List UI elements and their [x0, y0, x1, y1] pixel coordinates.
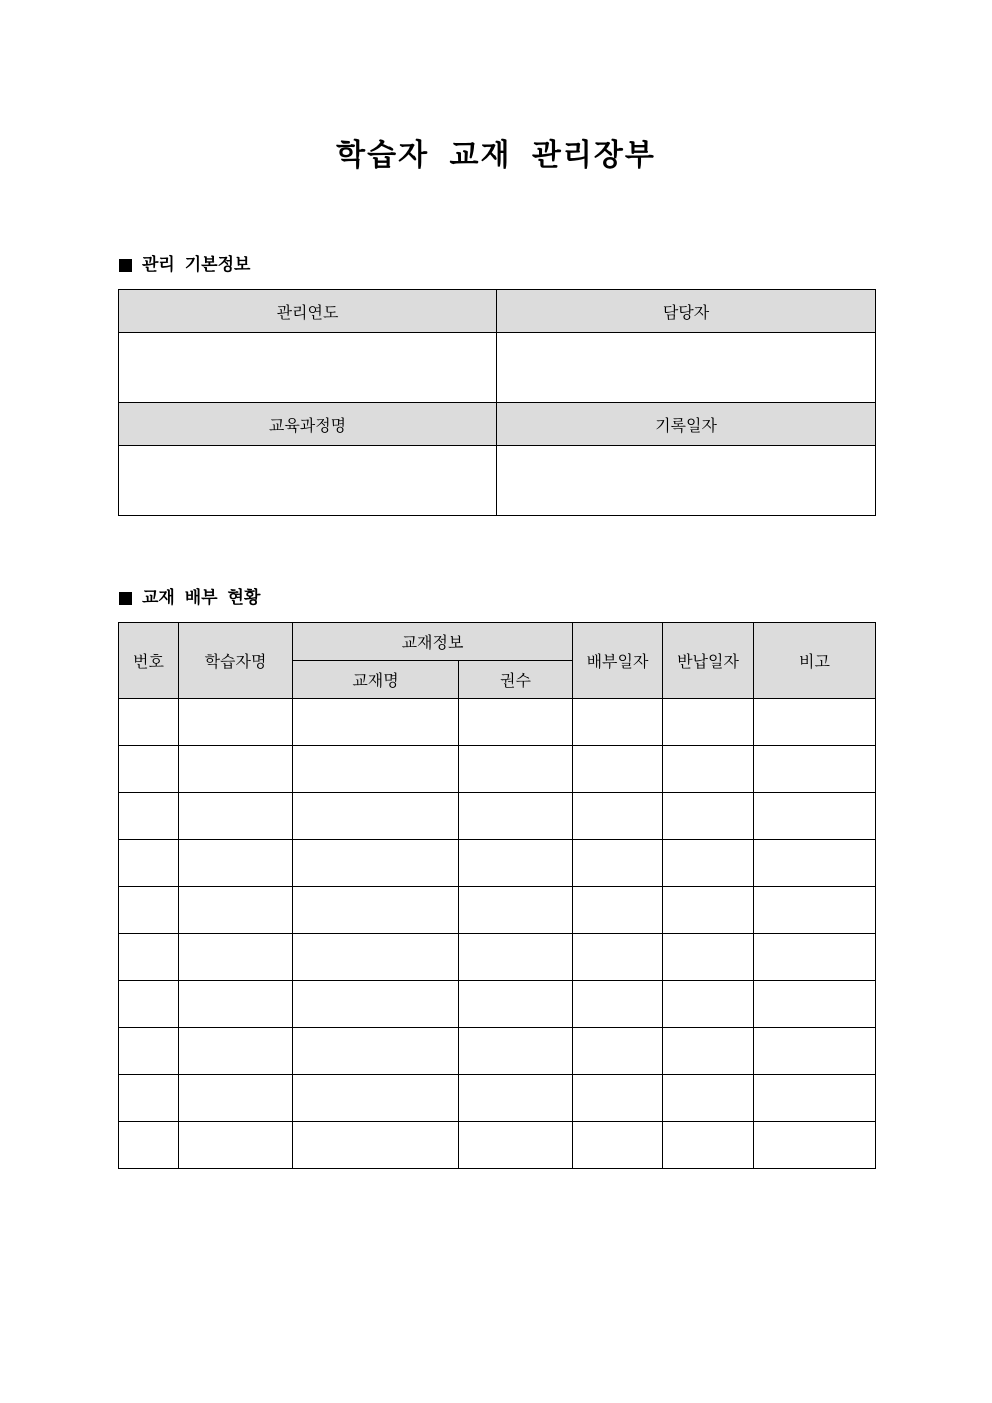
table-row: [119, 887, 876, 934]
learner-cell[interactable]: [179, 1075, 293, 1122]
table-row: [119, 793, 876, 840]
textbook-name-cell[interactable]: [293, 699, 459, 746]
no-cell[interactable]: [119, 934, 179, 981]
distribution-table: [118, 622, 876, 1169]
no-cell[interactable]: [119, 1122, 179, 1169]
learner-cell[interactable]: [179, 840, 293, 887]
dist-date-cell[interactable]: [573, 746, 663, 793]
textbook-name-cell[interactable]: [293, 934, 459, 981]
volumes-cell[interactable]: [459, 1075, 573, 1122]
year-label: 관리연도: [119, 290, 497, 333]
header-textbook-name: 교재명: [293, 661, 459, 699]
return-date-cell[interactable]: [663, 793, 754, 840]
section-heading-distribution: [119, 587, 260, 609]
return-date-cell[interactable]: [663, 699, 754, 746]
volumes-cell[interactable]: [459, 699, 573, 746]
learner-cell[interactable]: [179, 981, 293, 1028]
section-heading-basic-info: [119, 254, 250, 276]
header-return-date: 반납일자: [663, 623, 754, 699]
square-bullet-icon: [119, 259, 132, 272]
note-cell[interactable]: [754, 934, 876, 981]
no-cell[interactable]: [119, 793, 179, 840]
table-row: [119, 699, 876, 746]
volumes-cell[interactable]: [459, 793, 573, 840]
return-date-cell[interactable]: [663, 1122, 754, 1169]
learner-cell[interactable]: [179, 699, 293, 746]
table-row: [119, 1028, 876, 1075]
volumes-cell[interactable]: [459, 1028, 573, 1075]
header-learner: 학습자명: [179, 623, 293, 699]
course-label: 교육과정명: [119, 403, 497, 446]
dist-date-cell[interactable]: [573, 699, 663, 746]
table-row: [119, 1122, 876, 1169]
header-note: 비고: [754, 623, 876, 699]
volumes-cell[interactable]: [459, 1122, 573, 1169]
note-cell[interactable]: [754, 699, 876, 746]
volumes-cell[interactable]: [459, 887, 573, 934]
header-dist-date: 배부일자: [573, 623, 663, 699]
return-date-cell[interactable]: [663, 887, 754, 934]
square-bullet-icon: [119, 592, 132, 605]
learner-cell[interactable]: [179, 793, 293, 840]
note-cell[interactable]: [754, 887, 876, 934]
table-row: [119, 1075, 876, 1122]
record-date-field[interactable]: [497, 446, 876, 516]
distribution-table-body: [119, 699, 876, 1169]
dist-date-cell[interactable]: [573, 1028, 663, 1075]
year-field[interactable]: [119, 333, 497, 403]
no-cell[interactable]: [119, 887, 179, 934]
dist-date-cell[interactable]: [573, 1122, 663, 1169]
return-date-cell[interactable]: [663, 1075, 754, 1122]
table-row: [119, 981, 876, 1028]
record-date-label: 기록일자: [497, 403, 876, 446]
basic-info-table: [118, 289, 876, 516]
manager-label: 담당자: [497, 290, 876, 333]
manager-field[interactable]: [497, 333, 876, 403]
dist-date-cell[interactable]: [573, 887, 663, 934]
textbook-name-cell[interactable]: [293, 981, 459, 1028]
textbook-name-cell[interactable]: [293, 1122, 459, 1169]
learner-cell[interactable]: [179, 1122, 293, 1169]
learner-cell[interactable]: [179, 934, 293, 981]
no-cell[interactable]: [119, 746, 179, 793]
dist-date-cell[interactable]: [573, 1075, 663, 1122]
volumes-cell[interactable]: [459, 934, 573, 981]
note-cell[interactable]: [754, 840, 876, 887]
textbook-name-cell[interactable]: [293, 840, 459, 887]
note-cell[interactable]: [754, 1075, 876, 1122]
no-cell[interactable]: [119, 1028, 179, 1075]
textbook-name-cell[interactable]: [293, 746, 459, 793]
volumes-cell[interactable]: [459, 746, 573, 793]
return-date-cell[interactable]: [663, 746, 754, 793]
note-cell[interactable]: [754, 981, 876, 1028]
header-textbook-info: 교재정보: [293, 623, 573, 661]
course-field[interactable]: [119, 446, 497, 516]
no-cell[interactable]: [119, 981, 179, 1028]
dist-date-cell[interactable]: [573, 840, 663, 887]
page-title: 학습자 교재 관리장부: [336, 138, 656, 173]
learner-cell[interactable]: [179, 1028, 293, 1075]
volumes-cell[interactable]: [459, 840, 573, 887]
table-row: [119, 840, 876, 887]
no-cell[interactable]: [119, 840, 179, 887]
volumes-cell[interactable]: [459, 981, 573, 1028]
note-cell[interactable]: [754, 1028, 876, 1075]
textbook-name-cell[interactable]: [293, 1028, 459, 1075]
note-cell[interactable]: [754, 793, 876, 840]
section-heading-label: 교재 배부 현황: [142, 588, 261, 608]
section-heading-label: 관리 기본정보: [142, 255, 251, 275]
return-date-cell[interactable]: [663, 840, 754, 887]
dist-date-cell[interactable]: [573, 981, 663, 1028]
textbook-name-cell[interactable]: [293, 793, 459, 840]
learner-cell[interactable]: [179, 746, 293, 793]
no-cell[interactable]: [119, 699, 179, 746]
textbook-name-cell[interactable]: [293, 887, 459, 934]
note-cell[interactable]: [754, 746, 876, 793]
return-date-cell[interactable]: [663, 981, 754, 1028]
no-cell[interactable]: [119, 1075, 179, 1122]
dist-date-cell[interactable]: [573, 934, 663, 981]
textbook-name-cell[interactable]: [293, 1075, 459, 1122]
learner-cell[interactable]: [179, 887, 293, 934]
header-volumes: 권수: [459, 661, 573, 699]
dist-date-cell[interactable]: [573, 793, 663, 840]
note-cell[interactable]: [754, 1122, 876, 1169]
table-row: [119, 746, 876, 793]
header-no: 번호: [119, 623, 179, 699]
return-date-cell[interactable]: [663, 1028, 754, 1075]
return-date-cell[interactable]: [663, 934, 754, 981]
table-row: [119, 934, 876, 981]
